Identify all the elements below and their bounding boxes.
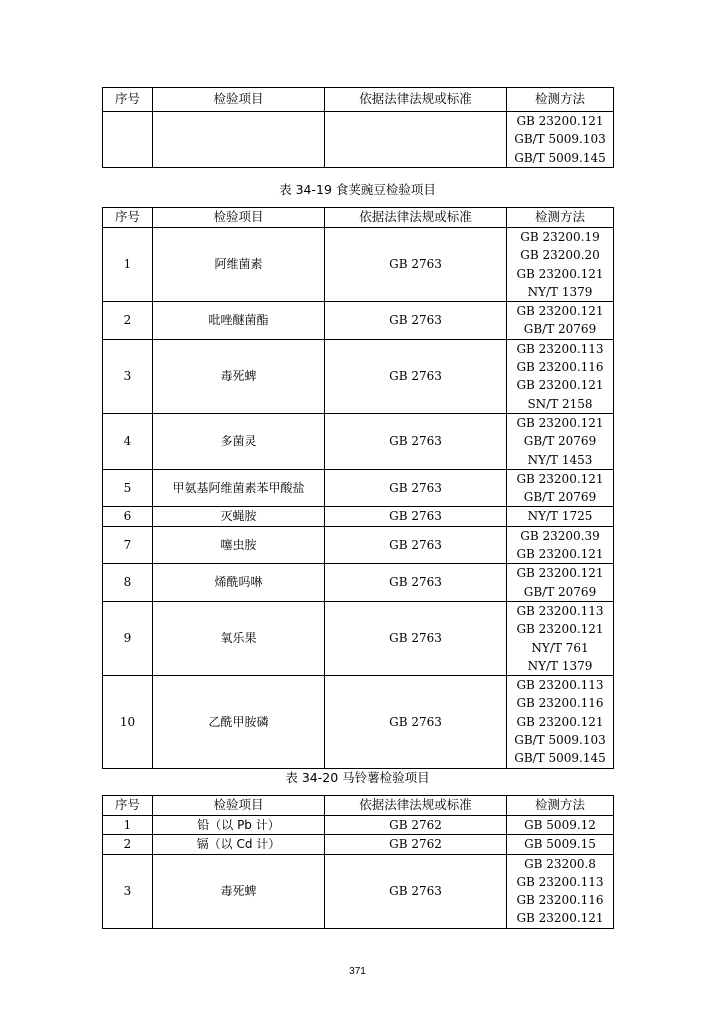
cell-methods bbox=[507, 228, 614, 302]
method-line: GB/T 20769 bbox=[523, 490, 597, 505]
method-line: GB 23200.116 bbox=[516, 360, 604, 375]
method-line: GB 23200.8 bbox=[524, 856, 596, 871]
method-line: GB 23200.113 bbox=[516, 678, 604, 693]
table-row bbox=[103, 564, 614, 602]
method-line: GB/T 5009.145 bbox=[514, 751, 606, 766]
cell-item: 吡唑醚菌酯 bbox=[153, 302, 325, 340]
table-row bbox=[103, 339, 614, 413]
cell-item: 多菌灵 bbox=[153, 413, 325, 469]
method-line: NY/T 1379 bbox=[527, 658, 593, 673]
method-line: GB 23200.121 bbox=[516, 266, 604, 281]
method-line: GB 23200.116 bbox=[516, 696, 604, 711]
cell-standard: GB 2763 bbox=[325, 854, 507, 928]
method-line: GB/T 20769 bbox=[523, 434, 597, 449]
cell-standard: GB 2763 bbox=[325, 676, 507, 768]
cell-item: 毒死蜱 bbox=[153, 339, 325, 413]
cell-serial: 5 bbox=[103, 469, 153, 507]
cell-item: 氧乐果 bbox=[153, 601, 325, 675]
method-line: GB 23200.121 bbox=[516, 304, 604, 319]
cell-methods bbox=[507, 469, 614, 507]
cell-standard: GB 2762 bbox=[325, 835, 507, 854]
cell-methods bbox=[507, 526, 614, 564]
table-row bbox=[103, 112, 614, 168]
table-row bbox=[103, 816, 614, 835]
cell-standard: GB 2763 bbox=[325, 564, 507, 602]
method-line: GB 5009.15 bbox=[524, 837, 596, 852]
cell-item: 毒死蜱 bbox=[153, 854, 325, 928]
table-header-row bbox=[103, 208, 614, 228]
table-row bbox=[103, 469, 614, 507]
method-line: GB 5009.12 bbox=[524, 818, 596, 832]
table-34-19-title: 表 34-19 食荚豌豆检验项目 bbox=[279, 182, 436, 197]
cell-item: 噻虫胺 bbox=[153, 526, 325, 564]
method-line: GB/T 20769 bbox=[523, 584, 597, 599]
method-line: GB/T 5009.145 bbox=[514, 150, 606, 165]
cell-standard: GB 2763 bbox=[325, 469, 507, 507]
method-line: GB 23200.113 bbox=[516, 603, 604, 618]
cell-methods bbox=[507, 601, 614, 675]
method-line: GB/T 5009.103 bbox=[514, 132, 606, 147]
cell-serial: 3 bbox=[103, 854, 153, 928]
cell-standard: GB 2763 bbox=[325, 413, 507, 469]
table-34-20 bbox=[102, 795, 614, 929]
cell-item: 甲氨基阿维菌素苯甲酸盐 bbox=[153, 469, 325, 507]
table-row bbox=[103, 413, 614, 469]
cell-serial: 1 bbox=[103, 228, 153, 302]
table-header-row bbox=[103, 796, 614, 816]
header-item: 检验项目 bbox=[153, 796, 325, 816]
cell-standard: GB 2763 bbox=[325, 507, 507, 526]
cell-serial: 3 bbox=[103, 339, 153, 413]
method-line: GB 23200.121 bbox=[516, 714, 604, 729]
cell-methods bbox=[507, 835, 614, 854]
cell-methods bbox=[507, 816, 614, 835]
table-row bbox=[103, 601, 614, 675]
method-line: NY/T 1453 bbox=[527, 452, 593, 467]
cell-item: 灭蝇胺 bbox=[153, 507, 325, 526]
cell-serial: 2 bbox=[103, 835, 153, 854]
method-line: GB 23200.20 bbox=[520, 248, 600, 263]
method-line: GB 23200.39 bbox=[520, 528, 600, 543]
cell-serial: 7 bbox=[103, 526, 153, 564]
method-line: NY/T 761 bbox=[531, 640, 589, 655]
method-line: SN/T 2158 bbox=[527, 396, 593, 411]
cell-methods bbox=[507, 507, 614, 526]
table-row bbox=[103, 507, 614, 526]
cell-methods bbox=[507, 339, 614, 413]
table-row bbox=[103, 526, 614, 564]
continued-table bbox=[102, 87, 614, 168]
method-line: GB/T 20769 bbox=[523, 322, 597, 337]
method-line: GB 23200.121 bbox=[516, 114, 604, 128]
cell-methods bbox=[507, 854, 614, 928]
table-header-row bbox=[103, 88, 614, 112]
cell-item: 烯酰吗啉 bbox=[153, 564, 325, 602]
header-serial: 序号 bbox=[103, 796, 153, 816]
method-line: NY/T 1725 bbox=[527, 509, 593, 524]
method-line: NY/T 1379 bbox=[527, 284, 593, 299]
method-line: GB 23200.121 bbox=[516, 911, 604, 926]
cell-item bbox=[153, 112, 325, 168]
cell-item: 乙酰甲胺磷 bbox=[153, 676, 325, 768]
method-line: GB 23200.121 bbox=[516, 471, 604, 486]
method-line: GB 23200.121 bbox=[516, 566, 604, 581]
cell-item: 铅（以 Pb 计） bbox=[153, 816, 325, 835]
header-item: 检验项目 bbox=[153, 208, 325, 228]
table-row bbox=[103, 676, 614, 768]
method-line: GB 23200.121 bbox=[516, 415, 604, 430]
cell-serial: 2 bbox=[103, 302, 153, 340]
cell-serial bbox=[103, 112, 153, 168]
header-serial: 序号 bbox=[103, 208, 153, 228]
cell-methods bbox=[507, 564, 614, 602]
header-standard: 依据法律法规或标准 bbox=[325, 88, 507, 112]
method-line: GB 23200.116 bbox=[516, 893, 604, 908]
cell-item: 镉（以 Cd 计） bbox=[153, 835, 325, 854]
header-item: 检验项目 bbox=[153, 88, 325, 112]
header-method: 检测方法 bbox=[507, 796, 614, 816]
header-standard: 依据法律法规或标准 bbox=[325, 208, 507, 228]
cell-standard: GB 2763 bbox=[325, 339, 507, 413]
cell-serial: 6 bbox=[103, 507, 153, 526]
table-row bbox=[103, 854, 614, 928]
cell-item: 阿维菌素 bbox=[153, 228, 325, 302]
cell-standard: GB 2763 bbox=[325, 526, 507, 564]
cell-standard: GB 2763 bbox=[325, 228, 507, 302]
method-line: GB/T 5009.103 bbox=[514, 733, 606, 748]
page-number: 371 bbox=[349, 966, 366, 977]
method-line: GB 23200.121 bbox=[516, 547, 604, 562]
cell-methods bbox=[507, 112, 614, 168]
table-row bbox=[103, 228, 614, 302]
header-serial: 序号 bbox=[103, 88, 153, 112]
cell-serial: 10 bbox=[103, 676, 153, 768]
table-row bbox=[103, 835, 614, 854]
table-34-20-title: 表 34-20 马铃薯检验项目 bbox=[285, 770, 430, 785]
cell-serial: 1 bbox=[103, 816, 153, 835]
header-standard: 依据法律法规或标准 bbox=[325, 796, 507, 816]
cell-standard: GB 2763 bbox=[325, 302, 507, 340]
cell-methods bbox=[507, 413, 614, 469]
cell-serial: 9 bbox=[103, 601, 153, 675]
cell-methods bbox=[507, 302, 614, 340]
method-line: GB 23200.19 bbox=[520, 230, 600, 244]
method-line: GB 23200.113 bbox=[516, 874, 604, 889]
cell-standard bbox=[325, 112, 507, 168]
method-line: GB 23200.121 bbox=[516, 622, 604, 637]
header-method: 检测方法 bbox=[507, 88, 614, 112]
method-line: GB 23200.121 bbox=[516, 378, 604, 393]
table-34-19 bbox=[102, 207, 614, 769]
header-method: 检测方法 bbox=[507, 208, 614, 228]
method-line: GB 23200.113 bbox=[516, 341, 604, 356]
table-row bbox=[103, 302, 614, 340]
cell-standard: GB 2763 bbox=[325, 601, 507, 675]
cell-serial: 8 bbox=[103, 564, 153, 602]
cell-standard: GB 2762 bbox=[325, 816, 507, 835]
cell-methods bbox=[507, 676, 614, 768]
cell-serial: 4 bbox=[103, 413, 153, 469]
